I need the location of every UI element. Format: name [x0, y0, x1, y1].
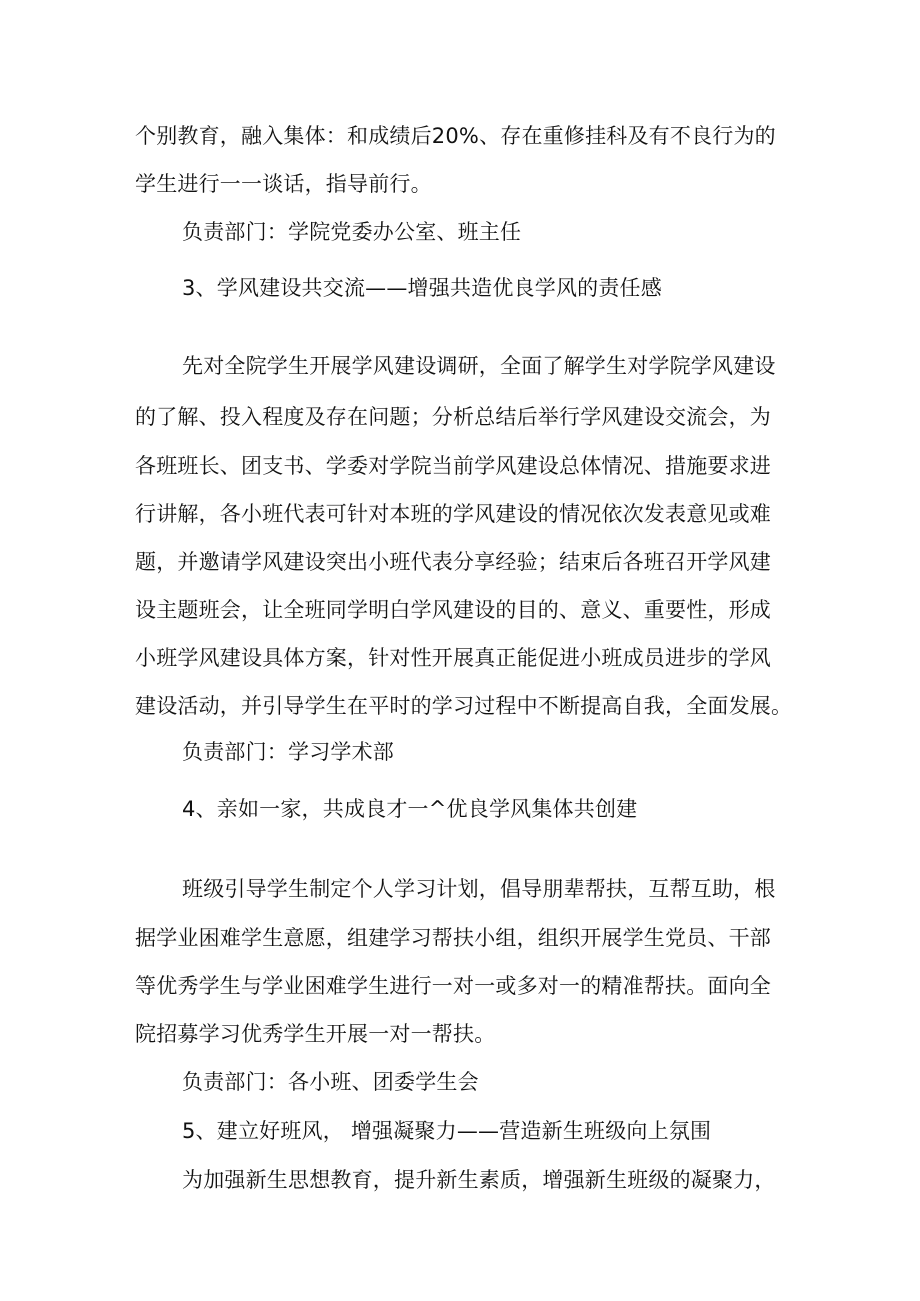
paragraph-line: 等优秀学生与学业困难学生进行一对一或多对一的精准帮扶。面向全	[135, 974, 771, 998]
paragraph-line: 各班班长、团支书、学委对学院当前学风建设总体情况、措施要求进	[135, 454, 771, 478]
paragraph-line: 建设活动，并引导学生在平时的学习过程中不断提高自我，全面发展。	[135, 694, 793, 718]
paragraph-line: 院招募学习优秀学生开展一对一帮扶。	[135, 1022, 496, 1046]
paragraph-line: 行讲解，各小班代表可针对本班的学风建设的情况依次发表意见或难	[135, 502, 771, 526]
paragraph-line: 小班学风建设具体方案，针对性开展真正能促进小班成员进步的学风	[135, 646, 771, 670]
section-heading-3: 3、学风建设共交流——增强共造优良学风的责任感	[182, 276, 662, 300]
paragraph-line: 题，并邀请学风建设突出小班代表分享经验；结束后各班召开学风建	[135, 550, 771, 574]
paragraph-line: 为加强新生思想教育，提升新生素质，增强新生班级的凝聚力，	[182, 1168, 776, 1192]
responsible-dept-line: 负责部门：各小班、团委学生会	[182, 1070, 479, 1094]
section-heading-5: 5、建立好班风， 增强凝聚力——营造新生班级向上氛围	[182, 1119, 712, 1143]
section-heading-4: 4、亲如一家，共成良才一^优良学风集体共创建	[182, 797, 638, 821]
responsible-dept-line: 负责部门：学习学术部	[182, 740, 394, 764]
paragraph-line: 的了解、投入程度及存在问题；分析总结后举行学风建设交流会，为	[135, 405, 771, 429]
paragraph-line: 据学业困难学生意愿，组建学习帮扶小组，组织开展学生党员、干部	[135, 926, 771, 950]
paragraph-line: 班级引导学生制定个人学习计划，倡导朋辈帮扶，互帮互助，根	[182, 877, 776, 901]
paragraph-line: 先对全院学生开展学风建设调研，全面了解学生对学院学风建设	[182, 354, 776, 378]
responsible-dept-line: 负责部门：学院党委办公室、班主任	[182, 220, 522, 244]
paragraph-line: 学生进行一一谈话，指导前行。	[135, 172, 432, 196]
paragraph-line: 设主题班会，让全班同学明白学风建设的目的、意义、重要性，形成	[135, 598, 771, 622]
paragraph-line: 个别教育，融入集体：和成绩后20%、存在重修挂科及有不良行为的	[135, 124, 776, 148]
